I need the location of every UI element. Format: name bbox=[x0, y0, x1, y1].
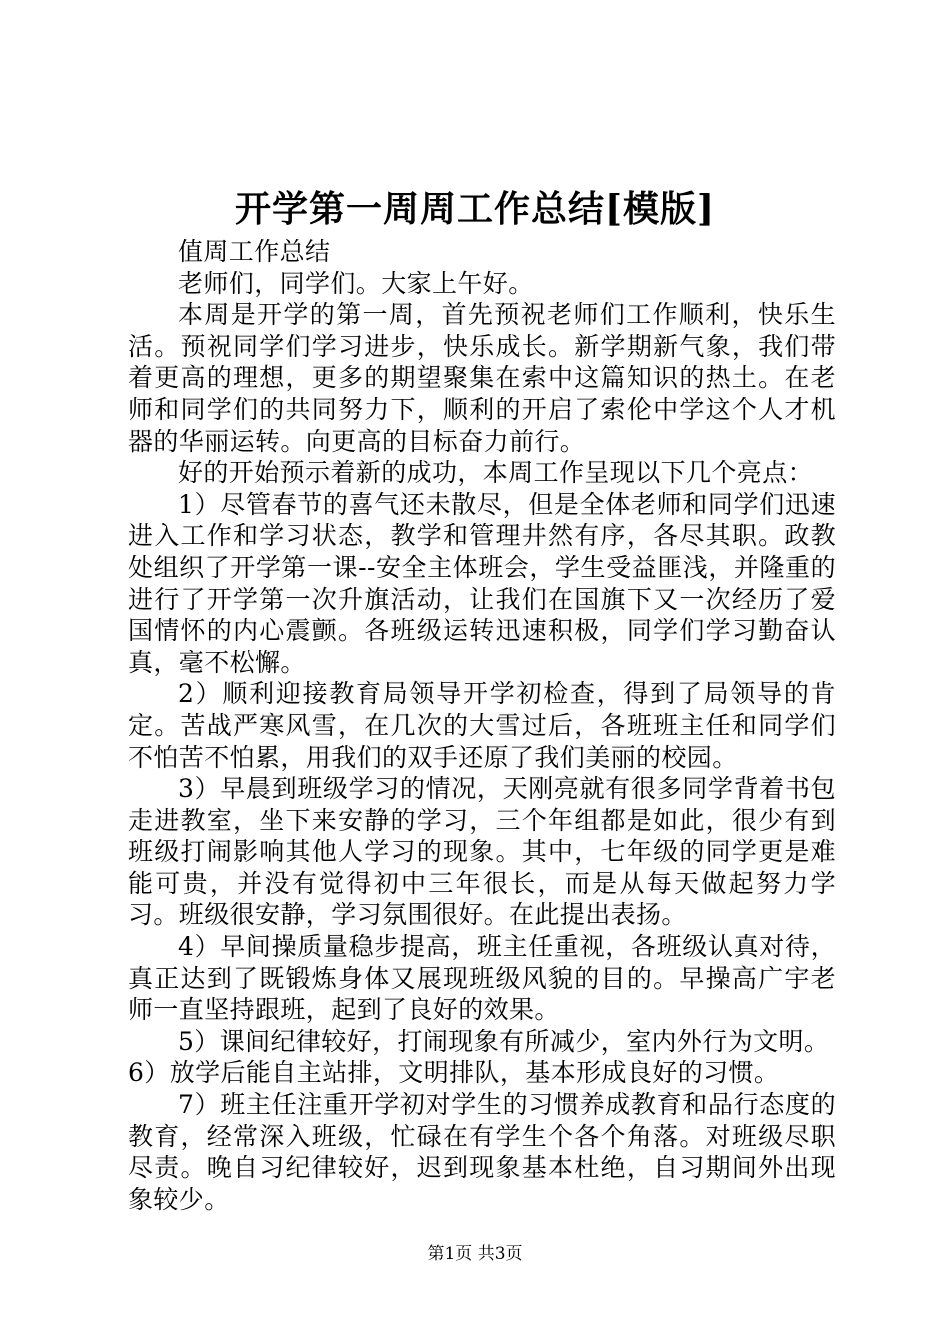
paragraph-item-2: 2）顺利迎接教育局领导开学初检查，得到了局领导的肯定。苦战严寒风雪，在几次的大雪过后，各班班主任和同学们不怕苦不怕累，用我们的双手还原了我们美丽的校园。 bbox=[128, 679, 836, 772]
paragraph-item-5: 5）课间纪律较好，打闹现象有所减少，室内外行为文明。 bbox=[178, 1026, 830, 1056]
paragraph-greeting: 老师们，同学们。大家上午好。 bbox=[178, 268, 534, 298]
paragraph-intro: 本周是开学的第一周，首先预祝老师们工作顺利，快乐生活。预祝同学们学习进步，快乐成长。新学期新气象，我们带着更高的理想，更多的期望聚集在索中这篇知识的热土。在老师和同学们的共同努力下，顺利的开启了索伦中学这个人才机器的华丽运转。向更高的目标奋力前行。 bbox=[128, 300, 836, 456]
page-total: 共3页 bbox=[477, 1244, 523, 1264]
page-title: 开学第一周周工作总结[模版] bbox=[234, 188, 716, 230]
paragraph-item-7: 7）班主任注重开学初对学生的习惯养成教育和品行态度的教育，经常深入班级，忙碌在有学生个各个角落。对班级尽职尽责。晚自习纪律较好，迟到现象基本杜绝，自习期间外出现象较少。 bbox=[128, 1090, 836, 1214]
paragraph-heading: 值周工作总结 bbox=[178, 237, 331, 266]
document-body bbox=[128, 236, 836, 1215]
paragraph-item-6: 6）放学后能自主站排，文明排队，基本形成良好的习惯。 bbox=[128, 1058, 780, 1088]
paragraph-item-4: 4）早间操质量稳步提高，班主任重视，各班级认真对待，真正达到了既锻炼身体又展现班级风貌的目的。早操高广宇老师一直坚持跟班，起到了良好的效果。 bbox=[128, 932, 836, 1025]
page-footer bbox=[0, 1242, 950, 1266]
paragraph-item-1: 1）尽管春节的喜气还未散尽，但是全体老师和同学们迅速进入工作和学习状态，教学和管理井然有序，各尽其职。政教处组织了开学第一课--安全主体班会，学生受益匪浅，并隆重的进行了开学第一次升旗活动，让我们在国旗下又一次经历了爱国情怀的内心震颤。各班级运转迅速积极，同学们学习勤奋认真，毫不松懈。 bbox=[128, 489, 836, 677]
page-number: 第1页 bbox=[427, 1244, 473, 1264]
paragraph-item-3: 3）早晨到班级学习的情况，天刚亮就有很多同学背着书包走进教室，坐下来安静的学习，三个年组都是如此，很少有到班级打闹影响其他人学习的现象。其中，七年级的同学更是难能可贵，并没有觉得初中三年很长，而是从每天做起努力学习。班级很安静，学习氛围很好。在此提出表扬。 bbox=[128, 774, 836, 930]
paragraph-highlights-lead: 好的开始预示着新的成功，本周工作呈现以下几个亮点： bbox=[178, 458, 814, 488]
